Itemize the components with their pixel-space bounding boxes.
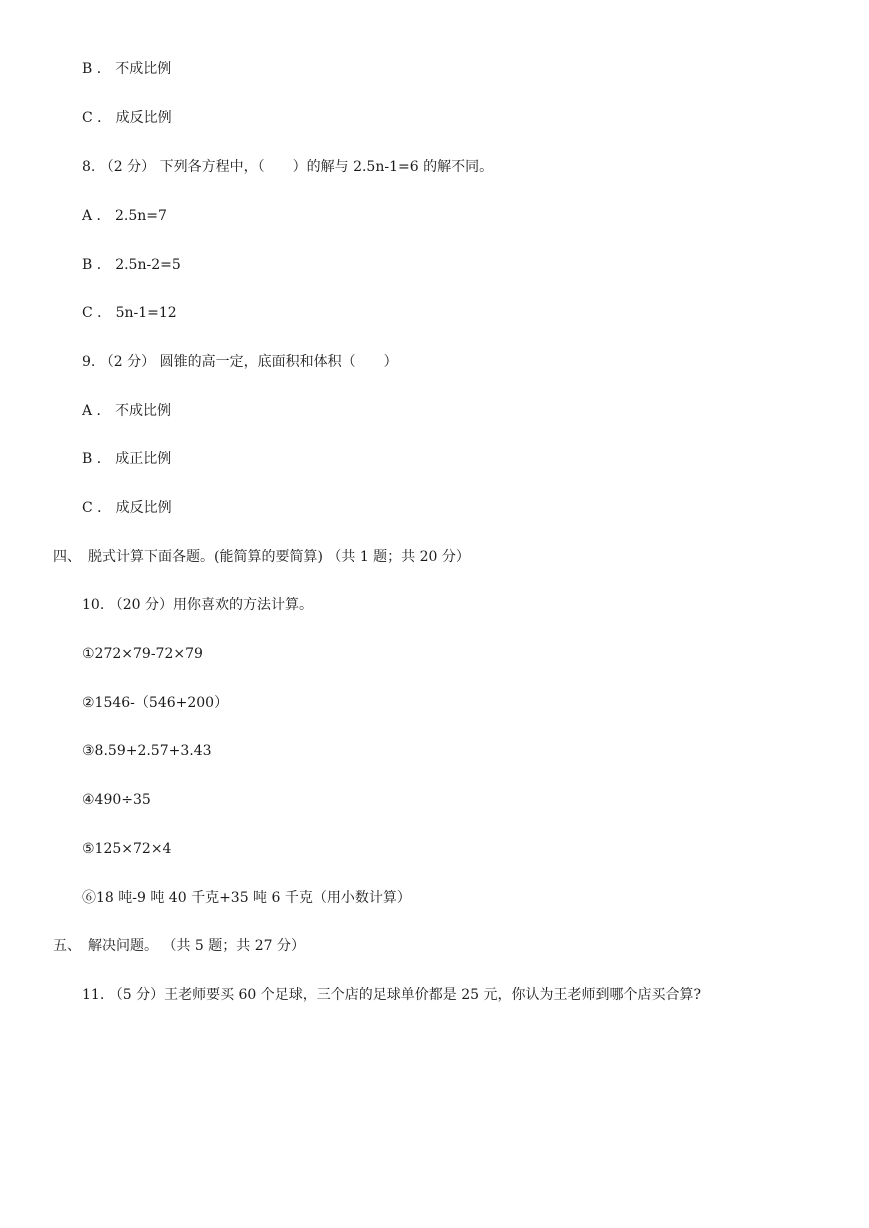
q7-option-c: C ． 成反比例 [82, 110, 172, 126]
question-9: 9. （2 分） 圆锥的高一定，底面积和体积（ ） [82, 354, 398, 370]
q10-item-1: ①272×79-72×79 [82, 646, 203, 662]
section-5-heading: 五、 解决问题。 （共 5 题；共 27 分） [53, 938, 305, 954]
q8-option-c: C ． 5n-1=12 [82, 305, 177, 321]
question-10: 10. （20 分）用你喜欢的方法计算。 [82, 597, 313, 613]
q8-option-b: B ． 2.5n-2=5 [82, 257, 181, 273]
q10-item-6: ⑥18 吨-9 吨 40 千克+35 吨 6 千克（用小数计算） [82, 890, 411, 906]
q9-option-a: A ． 不成比例 [82, 403, 172, 419]
q10-item-2: ②1546-（546+200） [82, 695, 229, 711]
q10-item-5: ⑤125×72×4 [82, 841, 172, 857]
q10-item-4: ④490÷35 [82, 792, 151, 808]
q10-item-3: ③8.59+2.57+3.43 [82, 743, 212, 759]
q8-option-a: A ． 2.5n=7 [82, 208, 167, 224]
q9-option-c: C ． 成反比例 [82, 500, 172, 516]
q7-option-b: B ． 不成比例 [82, 61, 172, 77]
question-8: 8. （2 分） 下列各方程中，（ ）的解与 2.5n-1=6 的解不同。 [82, 159, 494, 175]
question-11: 11. （5 分）王老师要买 60 个足球，三个店的足球单价都是 25 元，你认为王老师到哪个店买合算? [82, 987, 702, 1003]
q9-option-b: B ． 成正比例 [82, 451, 172, 467]
section-4-heading: 四、 脱式计算下面各题。(能简算的要简算) （共 1 题；共 20 分） [53, 549, 470, 565]
